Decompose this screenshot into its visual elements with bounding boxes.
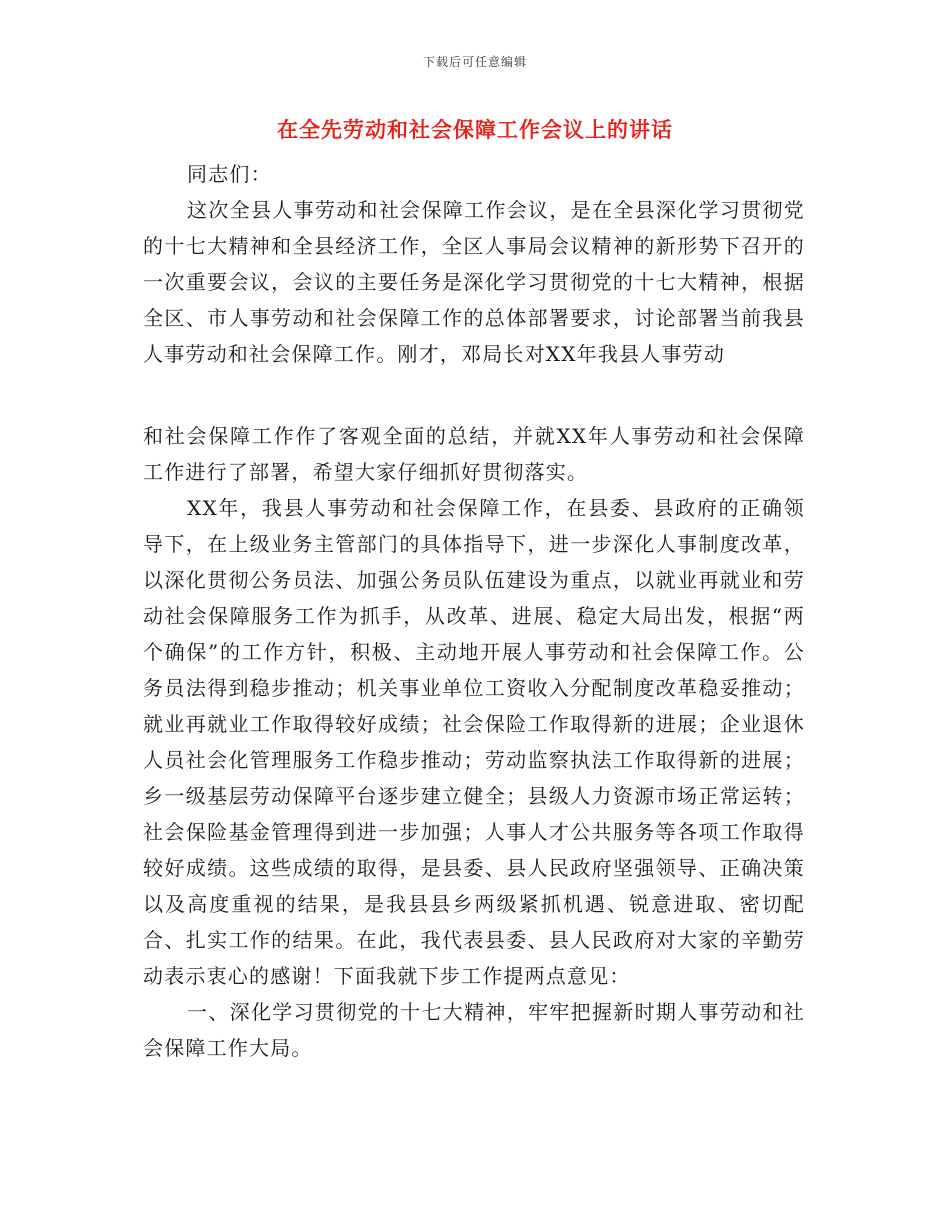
body-block-2 — [143, 418, 805, 1066]
paragraph-1-part-1: 这次全县人事劳动和社会保障工作会议，是在全县深化学习贯彻党的十七大精神和全县经济工作，全区人事局会议精神的新形势下召开的一次重要会议，会议的主要任务是深化学习贯彻党的十七大精神，根据全区、市人事劳动和社会保障工作的总体部署要求，讨论部署当前我县人事劳动和社会保障工作。刚才，邓局长对XX年我县人事劳动 — [143, 198, 805, 366]
header-note: 下载后可任意编辑 — [422, 55, 527, 69]
body-block-1 — [143, 156, 805, 372]
document-title: 在全先劳动和社会保障工作会议上的讲话 — [277, 117, 673, 142]
paragraph-1-part-2: 和社会保障工作作了客观全面的总结，并就XX年人事劳动和社会保障工作进行了部署，希望大家仔细抓好贯彻落实。 — [143, 424, 805, 484]
paragraph-2: XX年，我县人事劳动和社会保障工作，在县委、县政府的正确领导下，在上级业务主管部门的具体指导下，进一步深化人事制度改革，以深化贯彻公务员法、加强公务员队伍建设为重点，以就业再就业和劳动社会保障服务工作为抓手，从改革、进展、稳定大局出发，根据“两个确保”的工作方针，积极、主动地开展人事劳动和社会保障工作。公务员法得到稳步推动；机关事业单位工资收入分配制度改革稳妥推动；就业再就业工作取得较好成绩；社会保险工作取得新的进展；企业退休人员社会化管理服务工作稳步推动；劳动监察执法工作取得新的进展；乡一级基层劳动保障平台逐步建立健全；县级人力资源市场正常运转；社会保险基金管理得到进一步加强；人事人才公共服务等各项工作取得较好成绩。这些成绩的取得，是县委、县人民政府坚强领导、正确决策以及高度重视的结果，是我县县乡两级紧抓机遇、锐意进取、密切配合、扎实工作的结果。在此，我代表县委、县人民政府对大家的辛勤劳动表示衷心的感谢！下面我就下步工作提两点意见： — [143, 496, 805, 988]
salutation: 同志们： — [187, 162, 272, 186]
paragraph-3: 一、深化学习贯彻党的十七大精神，牢牢把握新时期人事劳动和社会保障工作大局。 — [143, 1000, 805, 1060]
